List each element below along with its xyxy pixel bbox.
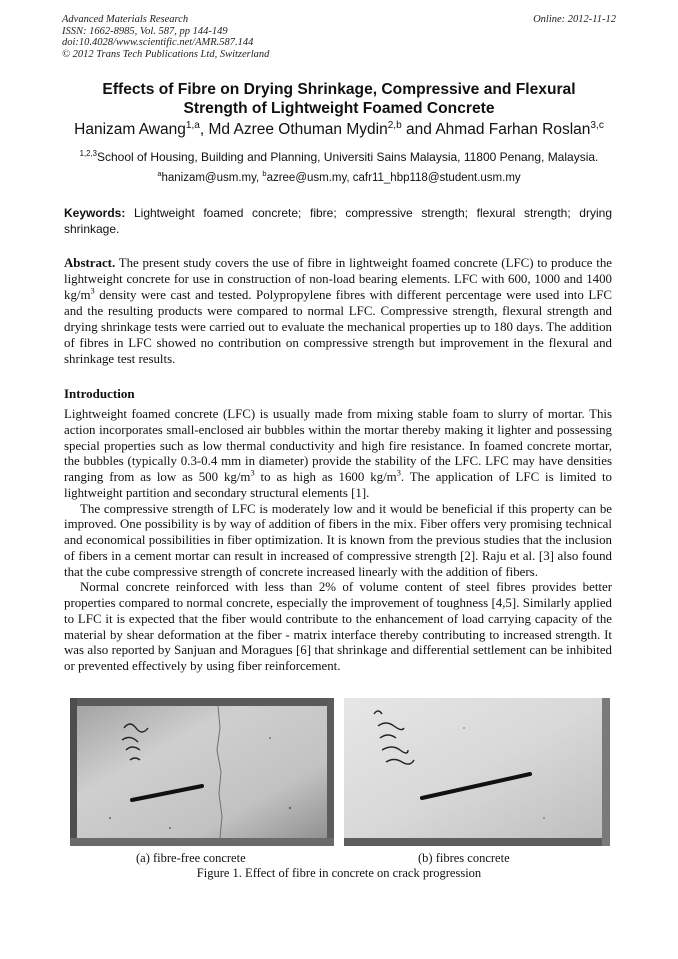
keywords-text: Lightweight foamed concrete; fibre; compressive strength; flexural strength; drying shrinkage. xyxy=(64,206,612,236)
email-a-sup: a xyxy=(157,169,162,179)
author-1: Hanizam Awang xyxy=(74,121,186,138)
author-1-sup: 1,a xyxy=(185,119,200,131)
author-2-sup: 2,b xyxy=(387,119,402,131)
photo-fibre-free-concrete xyxy=(70,698,334,846)
affiliation xyxy=(40,150,638,164)
abstract-label: Abstract. xyxy=(64,256,116,270)
abstract-text: The present study covers the use of fibre in lightweight foamed concrete (LFC) to produce the lightweight concrete for use in construction of non-load bearing elements. LFC with 600, 1000 and 1400 kg/m xyxy=(64,256,612,302)
title-line-2: Strength of Lightweight Foamed Concrete xyxy=(183,100,495,117)
abstract-sup: 3 xyxy=(90,286,95,296)
intro-paragraph-2: The compressive strength of LFC is moderately low and it would be beneficial if this property can be improved. One possibility is by way of addition of fibers in the mix. Fiber offers very promising technical and economical possibilities in fiber optimization. It is known from the previous studies that the inclusion of fibers in a cement mortar can result in increased of compressive strength [2]. Raju et al. [3] also found that the cube compressive strength of concrete increased linearly with the addition of fibers. xyxy=(64,501,612,579)
intro-p1-sup: 3 xyxy=(250,468,255,478)
photo-fibres-concrete xyxy=(344,698,610,846)
journal-header xyxy=(62,14,616,60)
author-separator: and xyxy=(401,121,436,138)
abstract-text-cont: density were cast and tested. Polypropylene fibres with different percentage were used into LFC and the resulting products were compared to normal LFC. Compressive strength, flexural strength and drying shrinkage tests were carried out to evaluate the mechanical properties up to 180 days. The addition of fibres in LFC showed no contribution on compressive strength but improvement in the flexural and shrinkage test results. xyxy=(64,288,612,366)
concrete-photo-a xyxy=(70,698,334,846)
email-b-sup: b xyxy=(262,169,267,179)
intro-p1-sup: 3 xyxy=(396,468,401,478)
email-b: azree@usm.my, cafr11_hbp118@student.usm.my xyxy=(266,172,521,184)
figure-caption-b: (b) fibres concrete xyxy=(418,851,510,865)
author-2: Md Azree Othuman Mydin xyxy=(208,121,388,138)
author-separator: , xyxy=(199,121,209,138)
figure-caption-a: (a) fibre-free concrete xyxy=(136,851,246,865)
introduction-body xyxy=(64,407,612,675)
title-line-1: Effects of Fibre on Drying Shrinkage, Compressive and Flexural xyxy=(102,81,576,98)
intro-paragraph-3: Normal concrete reinforced with less than 2% of volume content of steel fibres provides better properties compared to normal concrete, especially the improvement of toughness [4,5]. Similarly applied to LFC it is expected that the fiber would contribute to the enhancement of load carrying capacity of the material by shear deformation at the fiber - matrix interface thereby contributing to increased strength. It was also reported by Sanjuan and Moragues [6] that shrinkage and differential settlement can be inhibited or prevented effectively by using fiber reinforcement. xyxy=(64,580,612,673)
abstract xyxy=(64,255,612,367)
affiliation-sup: 1,2,3 xyxy=(79,149,97,158)
author-3-sup: 3,c xyxy=(590,119,604,131)
online-date: Online: 2012-11-12 xyxy=(533,14,616,25)
intro-p1-text: to as high as 1600 kg/m xyxy=(254,470,397,484)
introduction-heading: Introduction xyxy=(64,386,135,401)
intro-p1-text: Lightweight foamed concrete (LFC) is usually made from mixing stable foam to slurry of mortar. This action incorporates small-enclosed air bubbles within the mortar thereby making it lighter and possessing special properties such as low thermal conductivity and high fire resistance. In foamed concrete mortar, the bubbles (typically 0.3-0.4 mm in diameter) provide the stability of the LFC. LFC may have densities ranging from as low as 500 kg/m xyxy=(64,407,612,484)
author-emails xyxy=(40,169,638,184)
email-a: hanizam@usm.my, xyxy=(161,172,263,184)
concrete-photo-b xyxy=(344,698,610,846)
affiliation-text: School of Housing, Building and Planning, Universiti Sains Malaysia, 11800 Penang, Malaysia. xyxy=(96,150,599,164)
author-3: Ahmad Farhan Roslan xyxy=(435,121,591,138)
issn-line: ISSN: 1662-8985, Vol. 587, pp 144-149 xyxy=(62,25,228,37)
keywords xyxy=(64,206,612,237)
intro-paragraph-1 xyxy=(64,407,612,502)
doi-line: doi:10.4028/www.scientific.net/AMR.587.144 xyxy=(62,37,254,49)
intro-p1-text: . The application of LFC is limited to lightweight partition and secondary structural elements [1]. xyxy=(64,470,612,500)
figure-caption: Figure 1. Effect of fibre in concrete on crack progression xyxy=(196,866,482,880)
keywords-label: Keywords: xyxy=(64,206,126,220)
copyright-line: © 2012 Trans Tech Publications Ltd, Switzerland xyxy=(62,48,270,60)
author-list xyxy=(40,121,638,139)
paper-title xyxy=(40,80,638,118)
journal-name: Advanced Materials Research xyxy=(62,14,189,25)
